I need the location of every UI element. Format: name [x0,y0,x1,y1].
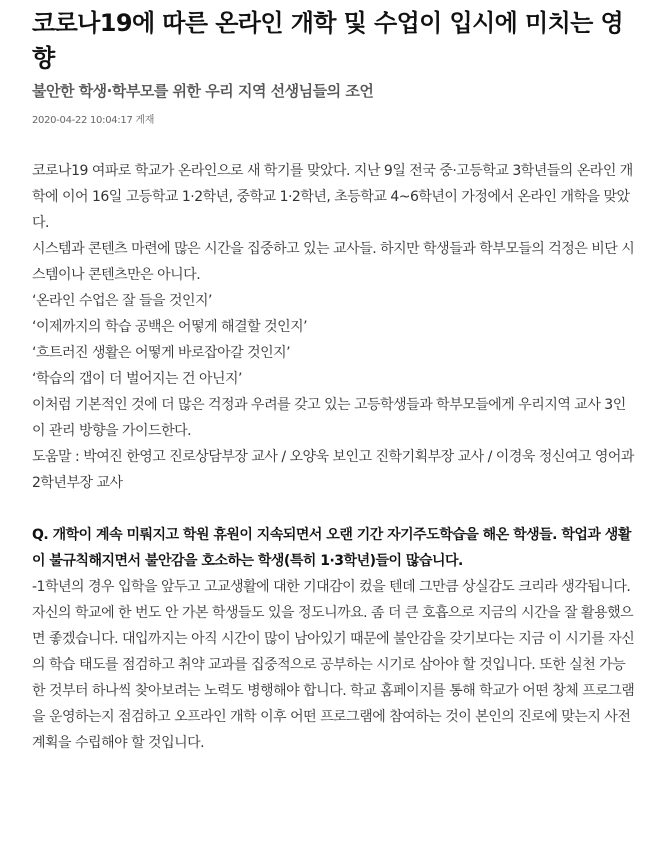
answer-paragraph: -1학년의 경우 입학을 앞두고 고교생활에 대한 기대감이 컸을 텐데 그만큼 상실감도 크리라 생각됩니다. 자신의 학교에 한 번도 안 가본 학생들도 있을 정도니까요. 좀 더 큰 호흡으로 지금의 시간을 잘 활용했으면 좋겠습니다. 대입까지는 아직 시간이 많이 남아있기 때문에 불안감을 갖기보다는 지금 이 시기를 자신의 학습 태도를 점검하고 취약 교과를 집중적으로 공부하는 시기로 삼아야 할 것입니다. 또한 실천 가능한 것부터 하나씩 찾아보려는 노력도 병행해야 합니다. 학교 홈페이지를 통해 학교가 어떤 창체 프로그램을 운영하는지 점검하고 오프라인 개학 이후 어떤 프로그램에 참여하는 것이 본인의 진로에 맞는지 사전 계획을 수립해야 할 것입니다. [32,579,635,751]
article-dateline: 2020-04-22 10:04:17 게재 [32,115,155,126]
question-heading: Q. 개학이 계속 미뤄지고 학원 휴원이 지속되면서 오랜 기간 자기주도학습을 해온 학생들. 학업과 생활이 불규칙해지면서 불안감을 호소하는 학생(특히 1·3학년)들이 많습니다. [32,527,631,569]
paragraph-advisors: 도움말 : 박여진 한영고 진로상담부장 교사 / 오양욱 보인고 진학기획부장 교사 / 이경욱 정신여고 영어과 2학년부장 교사 [32,449,634,491]
paragraph-intro: 코로나19 여파로 학교가 온라인으로 새 학기를 맞았다. 지난 9일 전국 중·고등학교 3학년들의 온라인 개학에 이어 16일 고등학교 1·2학년, 중학교 1·2학년, 초등학교 4~6학년이 가정에서 온라인 개학을 맞았다. [32,163,633,231]
article-title: 코로나19에 따른 온라인 개학 및 수업이 입시에 미치는 영향 [32,9,624,72]
quote-routine: ‘흐트러진 생활은 어떻게 바로잡아갈 것인지’ [32,345,291,361]
quote-online-class: ‘온라인 수업은 잘 들을 것인지’ [32,293,212,309]
section-gap [32,496,636,522]
article-body [32,158,636,756]
article-subtitle: 불안한 학생·학부모를 위한 우리 지역 선생님들의 조언 [32,82,374,100]
quote-widening-gap: ‘학습의 갭이 더 벌어지는 건 아닌지’ [32,371,242,387]
paragraph-concerns: 시스템과 콘텐츠 마련에 많은 시간을 집중하고 있는 교사들. 하지만 학생들과 학부모들의 걱정은 비단 시스템이나 콘텐츠만은 아니다. [32,241,635,283]
quote-learning-gap: ‘이제까지의 학습 공백은 어떻게 해결할 것인지’ [32,319,308,335]
paragraph-guide: 이처럼 기본적인 것에 더 많은 걱정과 우려를 갖고 있는 고등학생들과 학부모들에게 우리지역 교사 3인이 관리 방향을 가이드한다. [32,397,626,439]
